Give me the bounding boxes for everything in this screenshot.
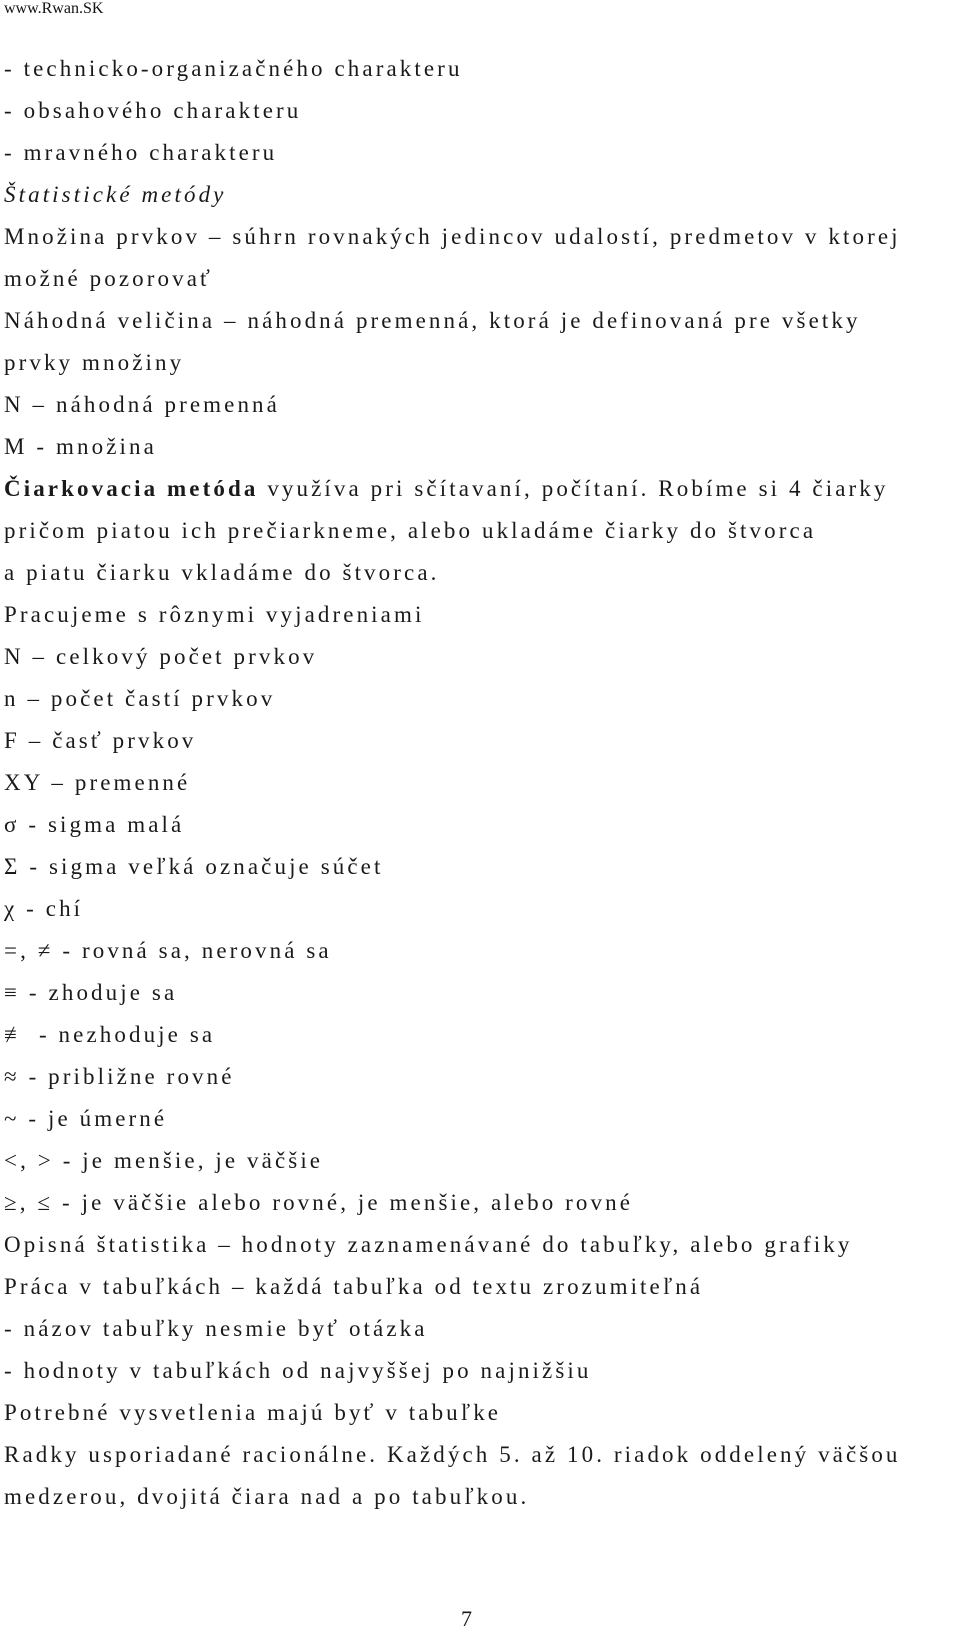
text-line-28: ≥, ≤ - je väčšie alebo rovné, je menšie, alebo rovné: [4, 1190, 634, 1215]
text-line-34: Radky usporiadané racionálne. Každých 5. až 10. riadok oddelený väčšou: [4, 1442, 901, 1467]
text-line-6: možné pozorovať: [4, 266, 213, 291]
text-line-11: [4, 475, 889, 503]
text-line-27: <, > - je menšie, je väčšie: [4, 1148, 324, 1173]
text-line-13: a piatu čiarku vkladáme do štvorca.: [4, 560, 440, 585]
watermark-text: www.Rwan.SK: [4, 0, 104, 17]
text-line-1: - technicko-organizačného charakteru: [4, 56, 463, 81]
text-line-19: σ - sigma malá: [4, 812, 185, 837]
term-ciarkovacia-metoda: Čiarkovacia metóda: [4, 476, 259, 501]
text-line-12: pričom piatou ich prečiarkneme, alebo ukladáme čiarky do štvorca: [4, 518, 817, 543]
text-line-20: Σ - sigma veľká označuje súčet: [4, 854, 384, 879]
text-line-25: ≈ - približne rovné: [4, 1064, 235, 1089]
page-number: 7: [461, 1606, 472, 1631]
text-line-11-rest: využíva pri sčítavaní, počítaní. Robíme si 4 čiarky: [258, 476, 889, 501]
text-line-2: - obsahového charakteru: [4, 98, 302, 123]
text-line-16: n – počet častí prvkov: [4, 686, 276, 711]
text-line-5: Množina prvkov – súhrn rovnakých jedincov udalostí, predmetov v ktorej: [4, 224, 901, 249]
text-line-8: prvky množiny: [4, 350, 185, 375]
text-line-9: N – náhodná premenná: [4, 392, 280, 417]
text-line-18: XY – premenné: [4, 770, 191, 795]
text-line-35: medzerou, dvojitá čiara nad a po tabuľkou.: [4, 1484, 530, 1509]
text-line-21: χ - chí: [4, 896, 84, 921]
text-line-7: Náhodná veličina – náhodná premenná, ktorá je definovaná pre všetky: [4, 308, 861, 333]
text-line-17: F – časť prvkov: [4, 728, 197, 753]
text-line-29: Opisná štatistika – hodnoty zaznamenávané do tabuľky, alebo grafiky: [4, 1232, 853, 1257]
text-line-14: Pracujeme s rôznymi vyjadreniami: [4, 602, 425, 627]
text-line-22: =, ≠ - rovná sa, nerovná sa: [4, 938, 332, 963]
text-line-23: ≡ - zhoduje sa: [4, 980, 178, 1005]
text-line-24: ≢ - nezhoduje sa: [4, 1022, 216, 1047]
text-line-26: ~ - je úmerné: [4, 1106, 168, 1131]
section-heading-statisticke-metody: Štatistické metódy: [4, 182, 227, 207]
text-line-30: Práca v tabuľkách – každá tabuľka od textu zrozumiteľná: [4, 1274, 704, 1299]
text-line-10: M - množina: [4, 434, 157, 459]
text-line-15: N – celkový počet prvkov: [4, 644, 318, 669]
text-line-33: Potrebné vysvetlenia majú byť v tabuľke: [4, 1400, 502, 1425]
text-line-31: - názov tabuľky nesmie byť otázka: [4, 1316, 428, 1341]
text-line-32: - hodnoty v tabuľkách od najvyššej po najnižšiu: [4, 1358, 592, 1383]
text-line-3: - mravného charakteru: [4, 140, 278, 165]
